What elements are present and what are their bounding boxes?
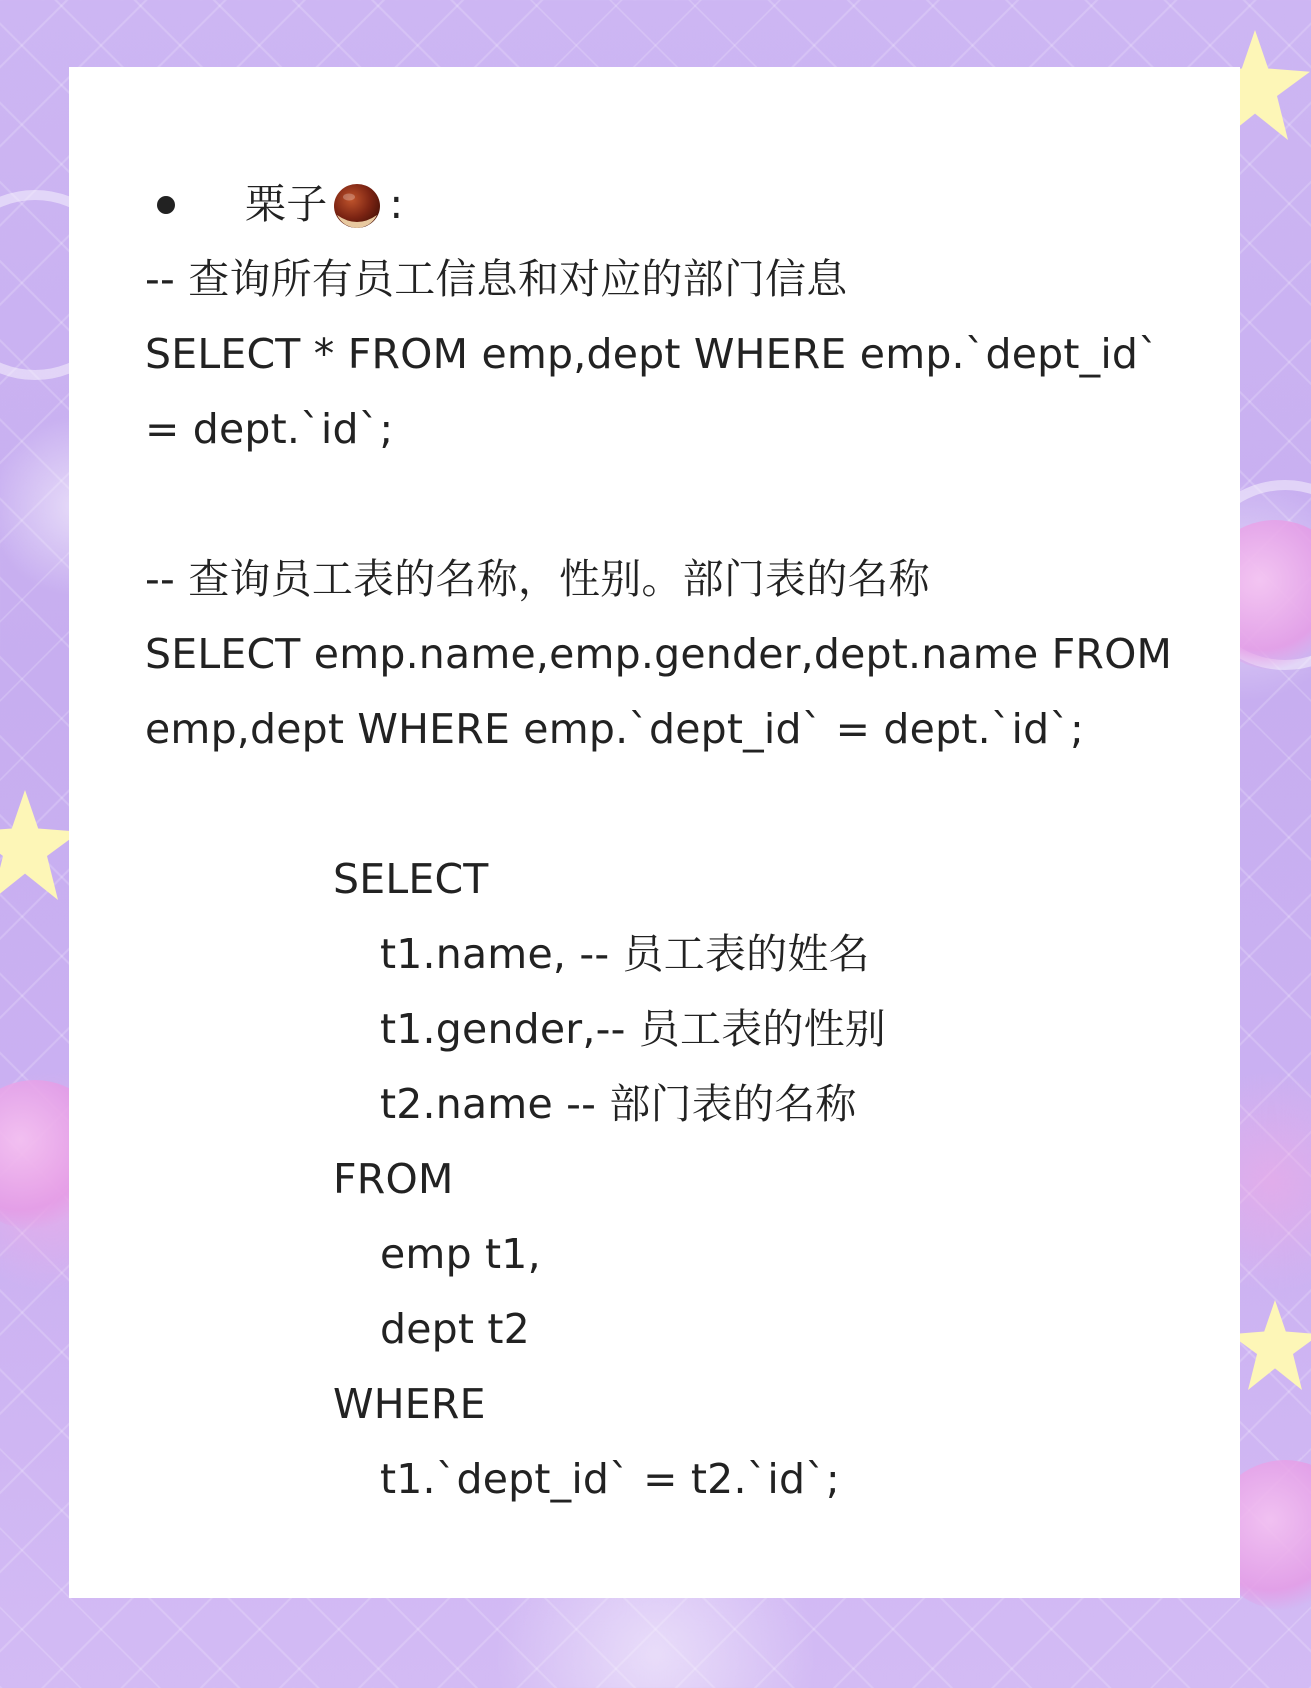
sql-column-line: t1.name, -- 员工表的姓名 <box>380 930 870 978</box>
heading-text: 栗子 <box>245 180 328 228</box>
sql-table-line: dept t2 <box>380 1305 530 1353</box>
chestnut-icon <box>331 179 383 231</box>
spacer <box>145 467 1185 542</box>
comment-line: -- 查询所有员工信息和对应的部门信息 <box>145 255 848 303</box>
sql-line: = dept.`id`; <box>145 405 394 453</box>
sql-keyword-from: FROM <box>333 1155 454 1203</box>
code-block <box>145 842 1185 1517</box>
bullet-dot <box>157 196 175 214</box>
background-star <box>1230 1300 1311 1390</box>
spacer <box>145 767 1185 842</box>
sql-column-line: t1.gender,-- 员工表的性别 <box>380 1005 886 1053</box>
post-body <box>145 167 1185 1517</box>
content-card <box>69 67 1240 1598</box>
background-star <box>0 790 80 900</box>
sql-table-line: emp t1, <box>380 1230 541 1278</box>
bullet-heading <box>145 167 1185 242</box>
sql-condition-line: t1.`dept_id` = t2.`id`; <box>380 1455 840 1503</box>
sql-keyword-select: SELECT <box>333 855 489 903</box>
sql-column-line: t2.name -- 部门表的名称 <box>380 1080 857 1128</box>
sql-line: emp,dept WHERE emp.`dept_id` = dept.`id`; <box>145 705 1085 753</box>
sql-line: SELECT emp.name,emp.gender,dept.name FROM <box>145 630 1173 678</box>
heading-suffix: : <box>389 180 404 228</box>
comment-line: -- 查询员工表的名称，性别。部门表的名称 <box>145 555 930 603</box>
sql-line: SELECT * FROM emp,dept WHERE emp.`dept_id` <box>145 330 1159 378</box>
sql-keyword-where: WHERE <box>333 1380 486 1428</box>
